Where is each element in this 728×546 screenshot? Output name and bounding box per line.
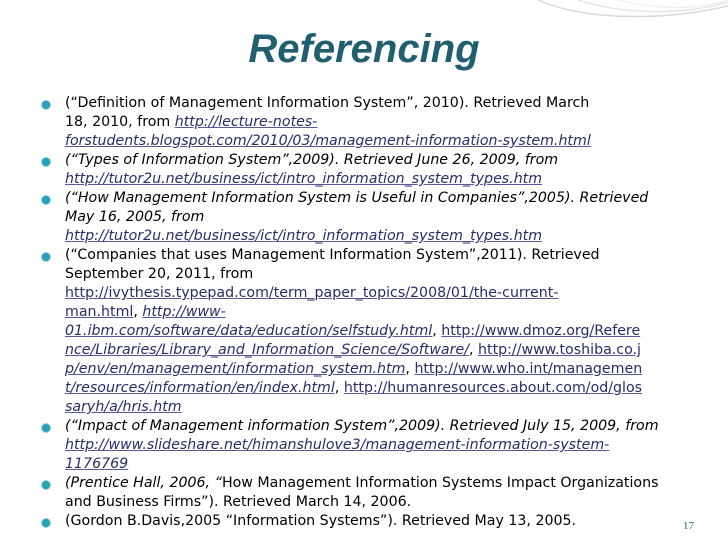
reference-item xyxy=(42,189,690,246)
bullet-icon xyxy=(42,101,50,109)
reference-item xyxy=(42,474,690,512)
reference-text: (“Definition of Management Information System”, 2010). Retrieved March xyxy=(65,95,590,111)
reference-text: (Prentice Hall, 2006, “ xyxy=(65,475,222,491)
reference-text: 18, 2010, from xyxy=(65,114,175,130)
reference-item xyxy=(42,151,690,189)
reference-link[interactable]: http://www.dmoz.org/Refere xyxy=(441,323,641,339)
reference-link[interactable]: http://tutor2u.net/business/ict/intro_information_system_types.htm xyxy=(65,228,543,244)
reference-list xyxy=(42,94,690,531)
bullet-icon xyxy=(42,196,50,204)
reference-item xyxy=(42,246,690,417)
reference-link[interactable]: man.html xyxy=(65,304,134,320)
reference-link[interactable]: 1176769 xyxy=(65,456,129,472)
bullet-icon xyxy=(42,424,50,432)
reference-link[interactable]: http://humanresources.about.com/od/glos xyxy=(343,380,643,396)
reference-text: (“Types of Information System”,2009). Retrieved June 26, 2009, from xyxy=(65,152,559,168)
reference-link[interactable]: http://www.who.int/managemen xyxy=(414,361,643,377)
reference-text: How Management Information Systems Impact Organizations xyxy=(221,475,659,491)
reference-link[interactable]: t/resources/information/en/index.html xyxy=(65,380,335,396)
reference-text: (“Companies that uses Management Information System”,2011). Retrieved xyxy=(65,247,600,263)
reference-item xyxy=(42,512,690,531)
reference-text: (“Impact of Management information System”,2009). Retrieved July 15, 2009, from xyxy=(65,418,659,434)
page-number: 17 xyxy=(683,520,694,532)
reference-link[interactable]: http://www- xyxy=(142,304,226,320)
reference-link[interactable]: http://tutor2u.net/business/ict/intro_information_system_types.htm xyxy=(65,171,543,187)
separator: , xyxy=(334,380,344,396)
bullet-icon xyxy=(42,519,50,527)
separator: , xyxy=(468,342,479,358)
reference-link[interactable]: http://ivythesis.typepad.com/term_paper_topics/2008/01/the-current- xyxy=(65,285,559,301)
reference-text: (“How Management Information System is Useful in Companies”,2005). Retrieved xyxy=(65,190,649,206)
reference-text: May 16, 2005, from xyxy=(65,209,205,225)
reference-item xyxy=(42,94,690,151)
bullet-icon xyxy=(42,253,50,261)
reference-link[interactable]: 01.ibm.com/software/data/education/selfstudy.html xyxy=(65,323,433,339)
reference-item xyxy=(42,417,690,474)
reference-link[interactable]: p/env/en/management/information_system.htm xyxy=(65,361,406,377)
reference-link[interactable]: nce/Libraries/Library_and_Information_Science/Software/ xyxy=(65,342,469,358)
reference-text: September 20, 2011, from xyxy=(65,266,254,282)
reference-text: and Business Firms”). Retrieved March 14, 2006. xyxy=(65,494,412,510)
bullet-icon xyxy=(42,481,50,489)
slide-title: Referencing xyxy=(248,27,480,71)
separator: , xyxy=(405,361,415,377)
separator: , xyxy=(432,323,442,339)
reference-link[interactable]: http://www.slideshare.net/himanshulove3/management-information-system- xyxy=(65,437,610,453)
reference-link[interactable]: saryh/a/hris.htm xyxy=(65,399,182,415)
bullet-icon xyxy=(42,158,50,166)
reference-text: (Gordon B.Davis,2005 “Information Systems”). Retrieved May 13, 2005. xyxy=(65,513,577,529)
separator: , xyxy=(133,304,143,320)
reference-link[interactable]: http://lecture-notes- xyxy=(174,114,318,130)
reference-link[interactable]: forstudents.blogspot.com/2010/03/management-information-system.html xyxy=(65,133,591,149)
reference-link[interactable]: http://www.toshiba.co.j xyxy=(478,342,641,358)
